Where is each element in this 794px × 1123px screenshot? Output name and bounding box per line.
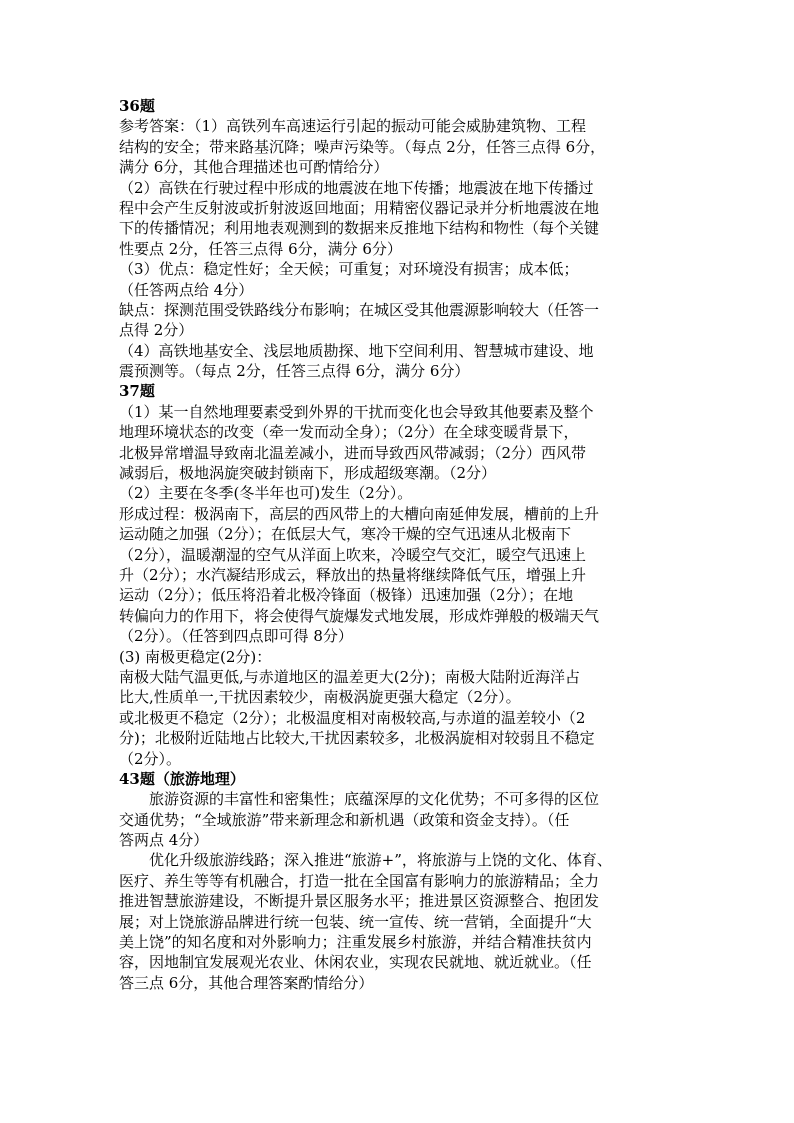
- text-line: 运动（2分）；低压将沿着北极冷锋面（极锋）迅速加强（2分）；在地: [119, 586, 574, 605]
- text-line: （4）高铁地基安全、浅层地质勘探、地下空间利用、智慧城市建设、地: [119, 341, 594, 360]
- section-heading: 43题（旅游地理）: [119, 769, 245, 788]
- text-line: 满分 6分，其他合理描述也可酌情给分）: [119, 158, 389, 177]
- document-page: [119, 96, 685, 993]
- text-line: 程中会产生反射波或折射波返回地面；用精密仪器记录并分析地震波在地: [119, 198, 600, 217]
- text-line: （2）主要在冬季(冬半年也可)发生（2分）。: [119, 484, 413, 503]
- text-line: 答两点 4分）: [119, 831, 209, 850]
- text-line: （2分）。（任答到四点即可得 8分）: [119, 627, 353, 646]
- text-line: 地理环境状态的改变（牵一发而动全身）；（2分）在全球变暖背景下，: [119, 423, 579, 442]
- text-line: 分)；北极附近陆地占比较大,干扰因素较多，北极涡旋相对较弱且不稳定: [119, 729, 595, 748]
- text-line: 或北极更不稳定（2分）；北极温度相对南极较高,与赤道的温差较小（2: [119, 708, 586, 727]
- section-heading: 36题: [119, 97, 155, 115]
- text-line: (3) 南极更稳定(2分)：: [119, 647, 272, 666]
- text-line: 减弱后，极地涡旋突破封锁南下，形成超级寒潮。（2分）: [119, 464, 497, 483]
- text-line: 旅游资源的丰富性和密集性；底蕴深厚的文化优势；不可多得的区位: [149, 790, 600, 809]
- text-line: 升（2分）；水汽凝结形成云，释放出的热量将继续降低气压，增强上升: [119, 565, 587, 584]
- text-line: 答三点 6分，其他合理答案酌情给分）: [119, 973, 374, 992]
- text-line: 展；对上饶旅游品牌进行统一包装、统一宣传、统一营销，全面提升“大: [119, 912, 592, 931]
- text-line: 优化升级旅游线路；深入推进“旅游+”，将旅游与上饶的文化、体育、: [149, 851, 612, 870]
- text-line: 医疗、养生等等有机融合，打造一批在全国富有影响力的旅游精品；全力: [119, 871, 600, 890]
- text-line: （2分）。: [119, 749, 182, 768]
- text-line: 下的传播情况；利用地表观测到的数据来反推地下结构和物性（每个关键: [119, 219, 600, 238]
- text-line: 交通优势；“全域旅游”带来新理念和新机遇（政策和资金支持）。（任: [119, 810, 570, 829]
- text-line: 参考答案：（1）高铁列车高速运行引起的振动可能会威胁建筑物、工程: [119, 117, 587, 136]
- text-line: 缺点：探测范围受铁路线分布影响；在城区受其他震源影响较大（任答一: [119, 300, 600, 319]
- section-heading: 37题: [119, 382, 155, 401]
- text-line: 结构的安全；带来路基沉降；噪声污染等。（每点 2分，任答三点得 6分，: [119, 137, 606, 156]
- text-line: （1）某一自然地理要素受到外界的干扰而变化也会导致其他要素及整个: [119, 402, 594, 421]
- text-line: 震预测等。（每点 2分，任答三点得 6分，满分 6分）: [119, 362, 470, 381]
- text-line: 运动随之加强（2分）；在低层大气，寒冷干燥的空气迅速从北极南下: [119, 525, 572, 544]
- text-line: 美上饶”的知名度和对外影响力；注重发展乡村旅游，并结合精准扶贫内: [119, 933, 592, 952]
- text-line: 容，因地制宜发展观光农业、休闲农业，实现农民就地、就近就业。（任: [119, 953, 592, 972]
- text-line: 转偏向力的作用下，将会使得气旋爆发式地发展，形成炸弹般的极端天气: [119, 606, 600, 625]
- text-line: 点得 2分）: [119, 321, 194, 340]
- text-line: 推进智慧旅游建设，不断提升景区服务水平；推进景区资源整合、抱团发: [119, 892, 600, 911]
- text-line: （2）高铁在行驶过程中形成的地震波在地下传播；地震波在地下传播过: [119, 178, 594, 197]
- text-line: 形成过程：极涡南下，高层的西风带上的大槽向南延伸发展，槽前的上升: [119, 504, 600, 523]
- text-line: （2分），温暖潮湿的空气从洋面上吹来，冷暖空气交汇，暖空气迅速上: [119, 545, 587, 564]
- text-line: 南极大陆气温更低,与赤道地区的温差更大(2分)；南极大陆附近海洋占: [119, 667, 581, 686]
- text-line: 性要点 2分，任答三点得 6分，满分 6分）: [119, 239, 402, 258]
- text-line: 北极异常增温导致南北温差减小，进而导致西风带减弱；（2分）西风带: [119, 443, 587, 462]
- text-line: （3）优点：稳定性好；全天候；可重复；对环境没有损害；成本低；: [119, 260, 579, 279]
- text-line: 比大,性质单一,干扰因素较少，南极涡旋更强大稳定（2分）。: [119, 688, 521, 707]
- text-line: （任答两点给 4分）: [119, 280, 254, 299]
